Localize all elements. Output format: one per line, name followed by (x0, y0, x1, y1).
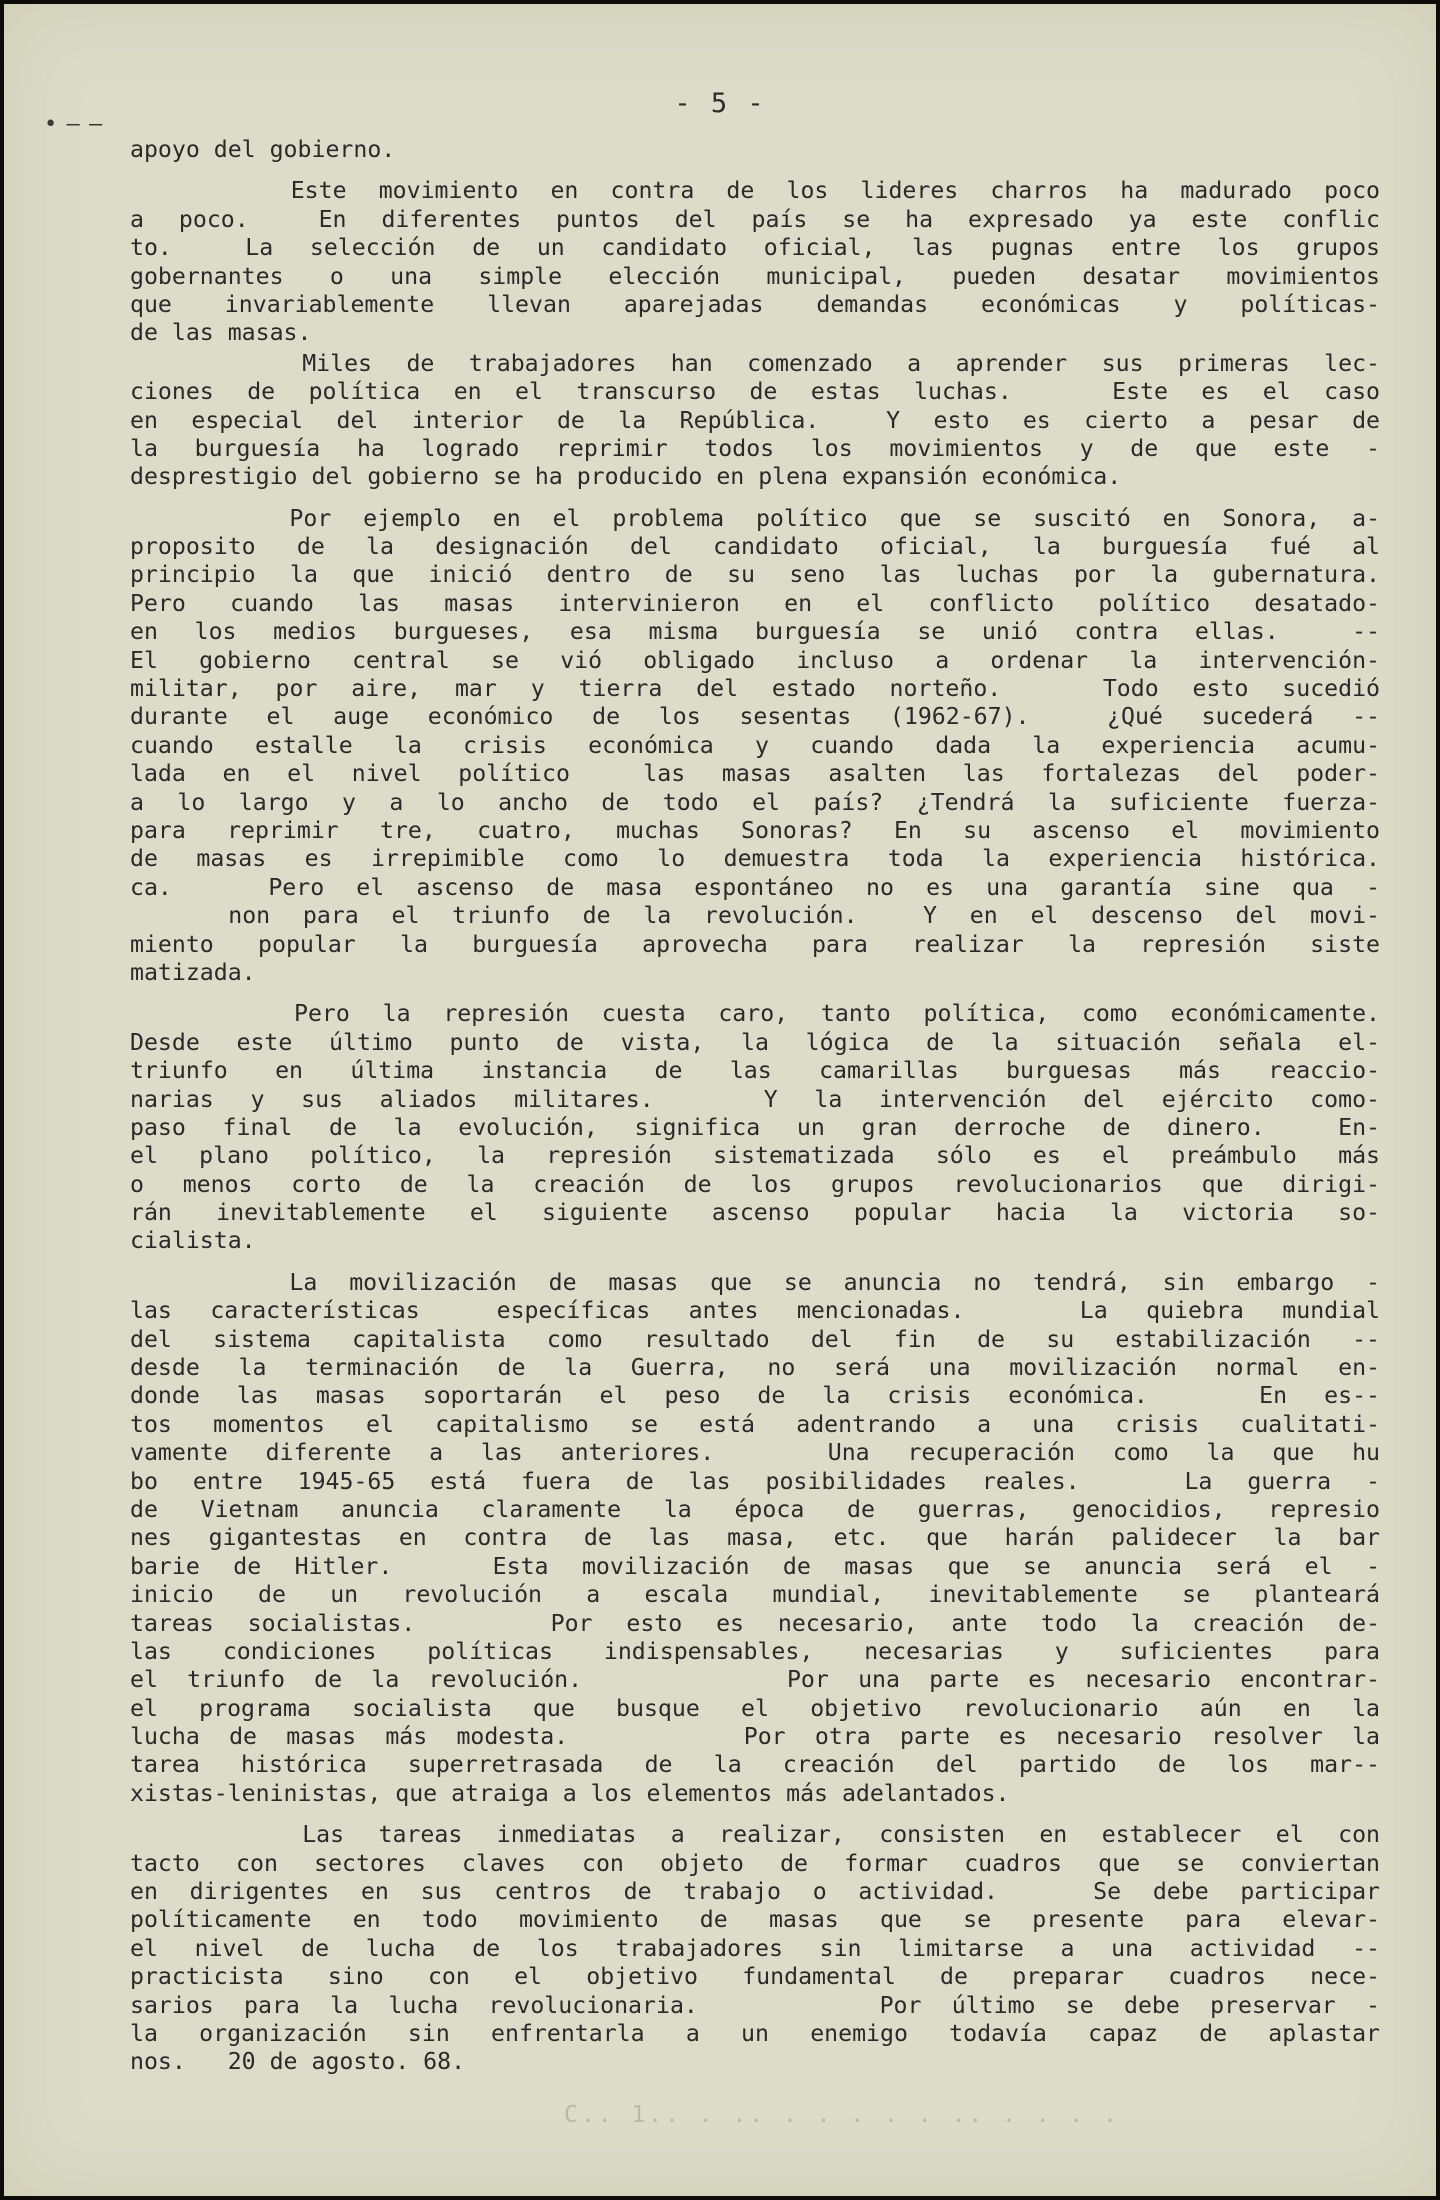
text-line: el nivel de lucha de los trabajadores sin limitarse a una actividad -- (130, 1934, 1380, 1962)
paragraph-continuation (130, 136, 1380, 164)
text-line: las condiciones políticas indispensables, necesarias y suficientes para (130, 1637, 1380, 1665)
text-line: ciones de política en el transcurso de estas luchas. Este es el caso (130, 378, 1380, 406)
text-line: proposito de la designación del candidato oficial, la burguesía fué al (130, 533, 1380, 561)
text-line: tacto con sectores claves con objeto de formar cuadros que se conviertan (130, 1849, 1380, 1877)
text-line: la burguesía ha logrado reprimir todos los movimientos y de que este - (130, 434, 1380, 462)
corner-ink-mark: • – — (44, 112, 101, 137)
paragraph-mass-mobilization (130, 1269, 1380, 1808)
text-line: principio la que inició dentro de su seno las luchas por la gubernatura. (130, 561, 1380, 589)
text-line: a poco. En diferentes puntos del país se ha expresado ya este conflic (130, 205, 1380, 233)
paragraph-workers-lessons (130, 350, 1380, 492)
text-line: nos. 20 de agosto. 68. (130, 2048, 466, 2076)
text-line: narias y sus aliados militares. Y la intervención del ejército como- (130, 1085, 1380, 1113)
document-body (130, 136, 1380, 2077)
text-line: de las masas. (130, 319, 312, 347)
text-line: lada en el nivel político las masas asalten las fortalezas del poder- (130, 760, 1380, 788)
paragraph-sonora-example (130, 505, 1380, 988)
text-line: vamente diferente a las anteriores. Una recuperación como la que hu (130, 1439, 1380, 1467)
text-line: lucha de masas más modesta. Por otra parte es necesario resolver la (130, 1723, 1380, 1751)
text-line: desde la terminación de la Guerra, no será una movilización normal en- (130, 1354, 1380, 1382)
text-line: a lo largo y a lo ancho de todo el país? ¿Tendrá la suficiente fuerza- (130, 788, 1380, 816)
text-line: Este movimiento en contra de los lideres charros ha madurado poco (130, 177, 1380, 205)
text-line: de Vietnam anuncia claramente la época de guerras, genocidios, represio (130, 1495, 1380, 1523)
text-line: militar, por aire, mar y tierra del estado norteño. Todo esto sucedió (130, 675, 1380, 703)
document-page (4, 4, 1436, 2196)
text-line: non para el triunfo de la revolución. Y en el descenso del movi- (130, 902, 1380, 930)
text-line: tareas socialistas. Por esto es necesario, ante todo la creación de- (130, 1609, 1380, 1637)
text-line: el plano político, la represión sistematizada sólo es el preámbulo más (130, 1142, 1380, 1170)
text-line: Por ejemplo en el problema político que se suscitó en Sonora, a- (130, 504, 1380, 532)
text-line: cialista. (130, 1227, 256, 1255)
text-line: para reprimir tre, cuatro, muchas Sonoras? En su ascenso el movimiento (130, 816, 1380, 844)
text-line: el triunfo de la revolución. Por una parte es necesario encontrar- (130, 1666, 1380, 1694)
text-line: cuando estalle la crisis económica y cuando dada la experiencia acumu- (130, 731, 1380, 759)
text-line: practicista sino con el objetivo fundamental de preparar cuadros nece- (130, 1963, 1380, 1991)
text-line: sarios para la lucha revolucionaria. Por último se debe preservar - (130, 1991, 1380, 2019)
text-line: nes gigantestas en contra de las masa, etc. que harán palidecer la bar (130, 1524, 1380, 1552)
text-line: de masas es irrepimible como lo demuestra toda la experiencia histórica. (130, 845, 1380, 873)
text-line: to. La selección de un candidato oficial, las pugnas entre los grupos (130, 234, 1380, 262)
paragraph-immediate-tasks (130, 1821, 1380, 2077)
text-line: Pero cuando las masas intervinieron en el conflicto político desatado- (130, 589, 1380, 617)
text-line: matizada. (130, 958, 256, 986)
text-line: que invariablemente llevan aparejadas demandas económicas y políticas- (130, 290, 1380, 318)
text-line: del sistema capitalista como resultado del fin de su estabilización -- (130, 1325, 1380, 1353)
text-line: El gobierno central se vió obligado incluso a ordenar la intervención- (130, 646, 1380, 674)
text-line: el programa socialista que busque el objetivo revolucionario aún en la (130, 1694, 1380, 1722)
text-line: Las tareas inmediatas a realizar, consisten en establecer el con (130, 1821, 1380, 1849)
text-line: rán inevitablemente el siguiente ascenso popular hacia la victoria so- (130, 1199, 1380, 1227)
text-line: ca. Pero el ascenso de masa espontáneo no es una garantía sine qua - (130, 873, 1380, 901)
text-line: la organización sin enfrentarla a un enemigo todavía capaz de aplastar (130, 2020, 1380, 2047)
text-line: en especial del interior de la República. Y esto es cierto a pesar de (130, 406, 1380, 434)
text-line: La movilización de masas que se anuncia no tendrá, sin embargo - (130, 1268, 1380, 1296)
text-line: en dirigentes en sus centros de trabajo o actividad. Se debe participar (130, 1878, 1380, 1906)
text-line: las características específicas antes mencionadas. La quiebra mundial (130, 1297, 1380, 1325)
text-line: bo entre 1945-65 está fuera de las posibilidades reales. La guerra - (130, 1467, 1380, 1495)
text-line: tarea histórica superretrasada de la creación del partido de los mar-- (130, 1751, 1380, 1779)
paragraph-repression-cost (130, 1000, 1380, 1256)
text-line: desprestigio del gobierno se ha producido en plena expansión económica. (130, 463, 1122, 491)
text-line: o menos corto de la creación de los grupos revolucionarios que dirigi- (130, 1170, 1380, 1198)
text-line: Desde este último punto de vista, la lógica de la situación señala el- (130, 1028, 1380, 1056)
text-line: Pero la represión cuesta caro, tanto política, como económicamente. (130, 1000, 1380, 1028)
text-line: miento popular la burguesía aprovecha para realizar la represión siste (130, 930, 1380, 958)
text-line: durante el auge económico de los sesentas (1962-67). ¿Qué sucederá -- (130, 703, 1380, 731)
text-line: Miles de trabajadores han comenzado a aprender sus primeras lec- (130, 349, 1380, 377)
text-line: tos momentos el capitalismo se está adentrando a una crisis cualitati- (130, 1410, 1380, 1438)
text-line: paso final de la evolución, significa un gran derroche de dinero. En- (130, 1113, 1380, 1141)
text-line: políticamente en todo movimiento de masas que se presente para elevar- (130, 1906, 1380, 1934)
text-line: gobernantes o una simple elección municipal, pueden desatar movimientos (130, 262, 1380, 290)
faded-footer-text: C.. 1.. . .. . . . . . .. . . . . (564, 2102, 1120, 2128)
text-line: xistas-leninistas, que atraiga a los elementos más adelantados. (130, 1779, 1010, 1807)
text-line: inicio de un revolución a escala mundial, inevitablemente se planteará (130, 1581, 1380, 1609)
page-number: - 5 - (674, 88, 766, 119)
text-line: barie de Hitler. Esta movilización de masas que se anuncia será el - (130, 1552, 1380, 1580)
text-line: triunfo en última instancia de las camarillas burguesas más reaccio- (130, 1057, 1380, 1085)
text-line: en los medios burgueses, esa misma burguesía se unió contra ellas. -- (130, 618, 1380, 646)
paragraph-charros-movement (130, 177, 1380, 347)
text-line: apoyo del gobierno. (130, 136, 396, 163)
text-line: donde las masas soportarán el peso de la crisis económica. En es-- (130, 1382, 1380, 1410)
